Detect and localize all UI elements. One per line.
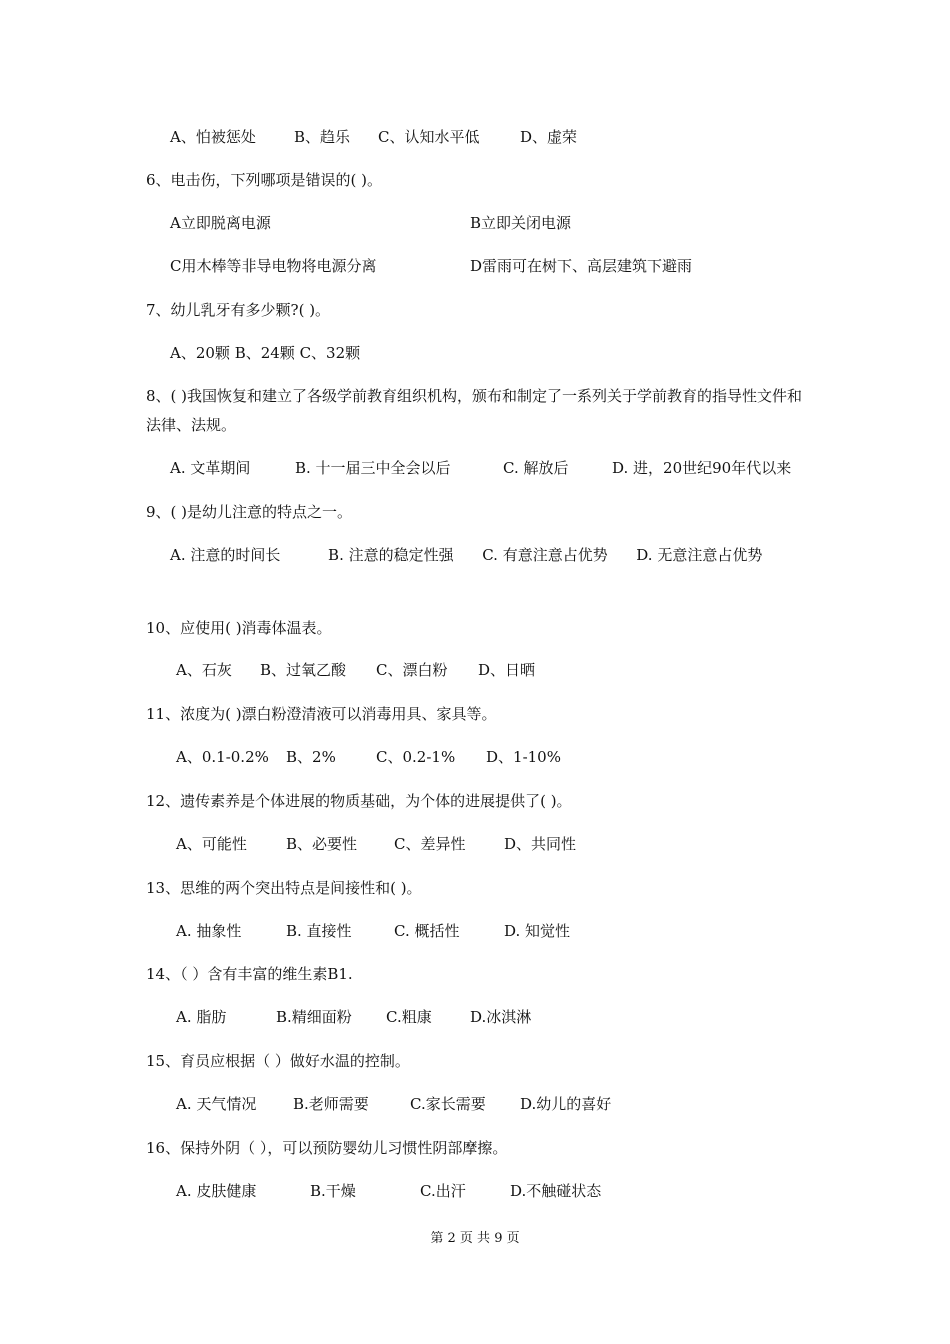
q11-stem: 11、浓度为( )漂白粉澄清液可以消毒用具、家具等。 xyxy=(146,705,497,723)
q16-stem: 16、保持外阴（ ），可以预防婴幼儿习惯性阴部摩擦。 xyxy=(146,1139,508,1157)
q11-option-d: D、1-10% xyxy=(486,748,561,766)
q15-option-c: C.家长需要 xyxy=(410,1095,486,1113)
q11-option-a: A、0.1-0.2% xyxy=(176,748,269,766)
q5-option-c: C、认知水平低 xyxy=(378,128,480,146)
q15-option-b: B.老师需要 xyxy=(293,1095,369,1113)
q15-option-a: A. 天气情况 xyxy=(176,1095,257,1113)
q14-option-b: B.精细面粉 xyxy=(276,1008,352,1026)
q8-option-b: B. 十一届三中全会以后 xyxy=(295,459,451,477)
q14-stem: 14、（ ）含有丰富的维生素B1. xyxy=(146,965,353,983)
q8-option-a: A. 文革期间 xyxy=(170,459,251,477)
q13-option-c: C. 概括性 xyxy=(394,922,460,940)
q16-option-a: A. 皮肤健康 xyxy=(176,1182,257,1200)
q13-option-d: D. 知觉性 xyxy=(504,922,571,940)
q9-options: A. 注意的时间长 B. 注意的稳定性强 C. 有意注意占优势 D. 无意注意占优势 xyxy=(170,546,763,564)
q8-option-d: D. 进，20世纪90年代以来 xyxy=(612,459,792,477)
q10-stem: 10、应使用( )消毒体温表。 xyxy=(146,619,332,637)
q10-option-d: D、日晒 xyxy=(478,661,536,679)
q8-stem: 8、( )我国恢复和建立了各级学前教育组织机构，颁布和制定了一系列关于学前教育的指导性文件和法律、法规。 xyxy=(146,387,803,434)
q13-option-b: B. 直接性 xyxy=(286,922,352,940)
q12-option-a: A、可能性 xyxy=(176,835,247,853)
q15-option-d: D.幼儿的喜好 xyxy=(520,1095,612,1113)
q6-stem: 6、电击伤，下列哪项是错误的( )。 xyxy=(146,171,383,189)
q6-option-a: A立即脱离电源 xyxy=(170,214,271,232)
q10-option-c: C、漂白粉 xyxy=(376,661,448,679)
q12-option-b: B、必要性 xyxy=(286,835,358,853)
q16-option-c: C.出汗 xyxy=(420,1182,466,1200)
q5-option-d: D、虚荣 xyxy=(520,128,578,146)
q11-option-b: B、2% xyxy=(286,748,336,766)
q16-option-b: B.干燥 xyxy=(310,1182,356,1200)
q13-stem: 13、思维的两个突出特点是间接性和( )。 xyxy=(146,879,422,897)
q13-option-a: A. 抽象性 xyxy=(176,922,242,940)
q9-stem: 9、( )是幼儿注意的特点之一。 xyxy=(146,503,353,521)
q6-option-d: D雷雨可在树下、高层建筑下避雨 xyxy=(470,257,693,275)
q7-options: A、20颗 B、24颗 C、32颗 xyxy=(170,344,361,362)
q15-stem: 15、育员应根据（ ）做好水温的控制。 xyxy=(146,1052,410,1070)
q6-option-c: C用木棒等非导电物将电源分离 xyxy=(170,257,377,275)
q5-option-a: A、怕被惩处 xyxy=(170,128,256,146)
q8-option-c: C. 解放后 xyxy=(503,459,569,477)
q14-option-c: C.粗康 xyxy=(386,1008,432,1026)
q5-option-b: B、趋乐 xyxy=(294,128,351,146)
q6-option-b: B立即关闭电源 xyxy=(470,214,572,232)
q14-option-d: D.冰淇淋 xyxy=(470,1008,532,1026)
q10-option-b: B、过氧乙酸 xyxy=(260,661,347,679)
q7-stem: 7、幼儿乳牙有多少颗?( )。 xyxy=(146,301,331,319)
q10-option-a: A、石灰 xyxy=(176,661,232,679)
q16-option-d: D.不触碰状态 xyxy=(510,1182,602,1200)
page-footer: 第 2 页 共 9 页 xyxy=(430,1231,520,1246)
q12-option-d: D、共同性 xyxy=(504,835,577,853)
q11-option-c: C、0.2-1% xyxy=(376,748,456,766)
q12-option-c: C、差异性 xyxy=(394,835,466,853)
q12-stem: 12、遗传素养是个体进展的物质基础，为个体的进展提供了( )。 xyxy=(146,792,572,810)
q14-option-a: A. 脂肪 xyxy=(176,1008,227,1026)
